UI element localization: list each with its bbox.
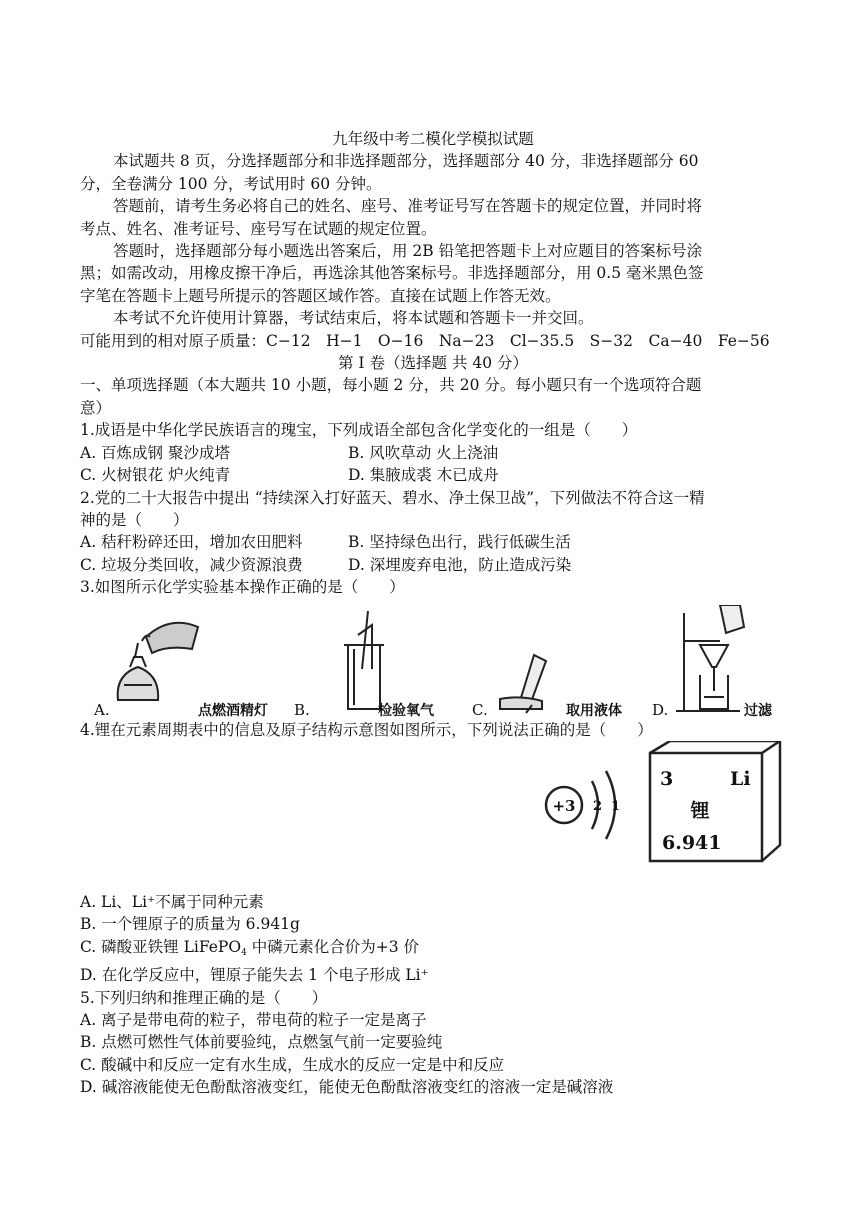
q2-option-c: C. 垃圾分类回收，减少资源浪费 [80, 555, 303, 574]
instruction-line-1: 本试题共 8 页，分选择题部分和非选择题部分，选择题部分 40 分，非选择题部分 60 [113, 152, 699, 171]
dropper-hand-icon [500, 655, 546, 713]
q3-fig-a-caption: 点燃酒精灯 [198, 702, 268, 719]
instruction-line-8: 本考试不允许使用计算器，考试结束后，将本试题和答题卡一并交回。 [113, 309, 594, 328]
q2-option-a: A. 秸秆粉碎还田，增加农田肥料 [80, 533, 303, 552]
q3-figure [80, 605, 786, 719]
gas-bottle-icon [344, 611, 384, 709]
q1-options-row-2 [80, 464, 786, 486]
q3-fig-d-caption: 过滤 [744, 702, 772, 719]
q2-option-d: D. 深埋废弃电池，防止造成污染 [348, 555, 572, 574]
atomic-number: 3 [660, 767, 674, 790]
atomic-mass: 6.941 [662, 831, 722, 854]
q1-option-b: B. 风吹草动 火上浇油 [348, 443, 499, 462]
q3-stem: 3.如图所示化学实验基本操作正确的是（ ） [80, 578, 405, 597]
volume-title: 第 Ⅰ 卷（选择题 共 40 分） [338, 354, 528, 373]
filtration-icon [676, 605, 744, 711]
q4-option-c-suffix: 中磷元素化合价为+3 价 [246, 937, 420, 956]
q3-figure-svg [80, 605, 786, 719]
instruction-line-2: 分，全卷满分 100 分，考试用时 60 分钟。 [80, 174, 382, 193]
q5-stem: 5.下列归纳和推理正确的是（ ） [80, 988, 328, 1007]
q4-stem: 4.锂在元素周期表中的信息及原子结构示意图如图所示，下列说法正确的是（ ） [80, 720, 653, 739]
q5-option-a: A. 离子是带电荷的粒子，带电荷的粒子一定是离子 [80, 1010, 427, 1029]
atom-structure-diagram [546, 771, 620, 839]
instruction-line-3: 答题前，请考生务必将自己的姓名、座号、准考证号写在答题卡的规定位置，并同时将 [113, 197, 703, 216]
atomic-masses: 可能用到的相对原子质量：C−12 H−1 O−16 Na−23 Cl−35.5 S−32 Ca−40 Fe−56 [80, 331, 770, 350]
q2-stem: 2.党的二十大报告中提出 “持续深入打好蓝天、碧水、净土保卫战”，下列做法不符合这一精 [80, 488, 705, 507]
instruction-line-5: 答题时，选择题部分每小题选出答案后，用 2B 铅笔把答题卡上对应题目的答案标号涂 [113, 242, 703, 261]
q3-fig-b-caption: 检验氧气 [378, 702, 434, 719]
instruction-line-6: 黑；如需改动，用橡皮擦干净后，再选涂其他答案标号。非选择题部分，用 0.5 毫米黑色签 [80, 264, 704, 283]
q1-option-c: C. 火树银花 炉火纯青 [80, 466, 231, 485]
q4-figure-svg [80, 741, 786, 891]
q4-figure [80, 741, 786, 891]
q1-stem: 1.成语是中华化学民族语言的瑰宝，下列成语全部包含化学变化的一组是（ ） [80, 421, 638, 440]
q2-option-b: B. 坚持绿色出行，践行低碳生活 [348, 533, 571, 552]
q2-options-row-1 [80, 531, 786, 553]
q4-option-c-sub: 4 [241, 947, 247, 958]
q3-fig-c-caption: 取用液体 [566, 702, 622, 719]
alcohol-lamp-icon [118, 622, 198, 699]
q4-option-c-prefix: C. 磷酸亚铁锂 LiFePO [80, 937, 242, 956]
q3-fig-d-letter: D. [652, 700, 669, 719]
shell-1-electrons: 2 [593, 798, 603, 814]
q4-option-a: A. Li、Li⁺不属于同种元素 [80, 892, 264, 911]
q2-options-row-2 [80, 554, 786, 576]
q5-option-c: C. 酸碱中和反应一定有水生成，生成水的反应一定是中和反应 [80, 1055, 505, 1074]
instruction-line-7: 字笔在答题卡上题号所提示的答题区域作答。直接在试题上作答无效。 [80, 286, 561, 305]
exam-title: 九年级中考二模化学模拟试题 [332, 130, 534, 148]
nucleus-charge: +3 [552, 796, 576, 815]
q5-option-d: D. 碱溶液能使无色酚酞溶液变红，能使无色酚酞溶液变红的溶液一定是碱溶液 [80, 1078, 614, 1097]
q3-fig-a-letter: A. [94, 700, 110, 719]
exam-page [80, 128, 786, 1099]
q2-stem-cont: 神的是（ ） [80, 510, 189, 529]
q3-fig-c-letter: C. [472, 700, 488, 719]
q4-option-c [80, 936, 786, 964]
q3-fig-b-letter: B. [294, 700, 310, 719]
section-title: 一、单项选择题（本大题共 10 小题，每小题 2 分，共 20 分。每小题只有一个选项符合题 [80, 376, 702, 395]
instruction-line-4: 考点、姓名、准考证号、座号写在试题的规定位置。 [80, 219, 437, 238]
q4-option-d: D. 在化学反应中，锂原子能失去 1 个电子形成 Li⁺ [80, 966, 429, 985]
q1-options-row-1 [80, 442, 786, 464]
element-name: 锂 [690, 799, 710, 822]
q5-option-b: B. 点燃可燃性气体前要验纯，点燃氢气前一定要验纯 [80, 1033, 443, 1052]
q1-option-a: A. 百炼成钢 聚沙成塔 [80, 443, 230, 462]
section-title-cont: 意） [80, 398, 112, 417]
shell-2-electrons: 1 [611, 798, 621, 814]
element-symbol: Li [730, 767, 751, 790]
q4-option-b: B. 一个锂原子的质量为 6.941g [80, 915, 300, 934]
q1-option-d: D. 集腋成裘 木已成舟 [348, 466, 499, 485]
